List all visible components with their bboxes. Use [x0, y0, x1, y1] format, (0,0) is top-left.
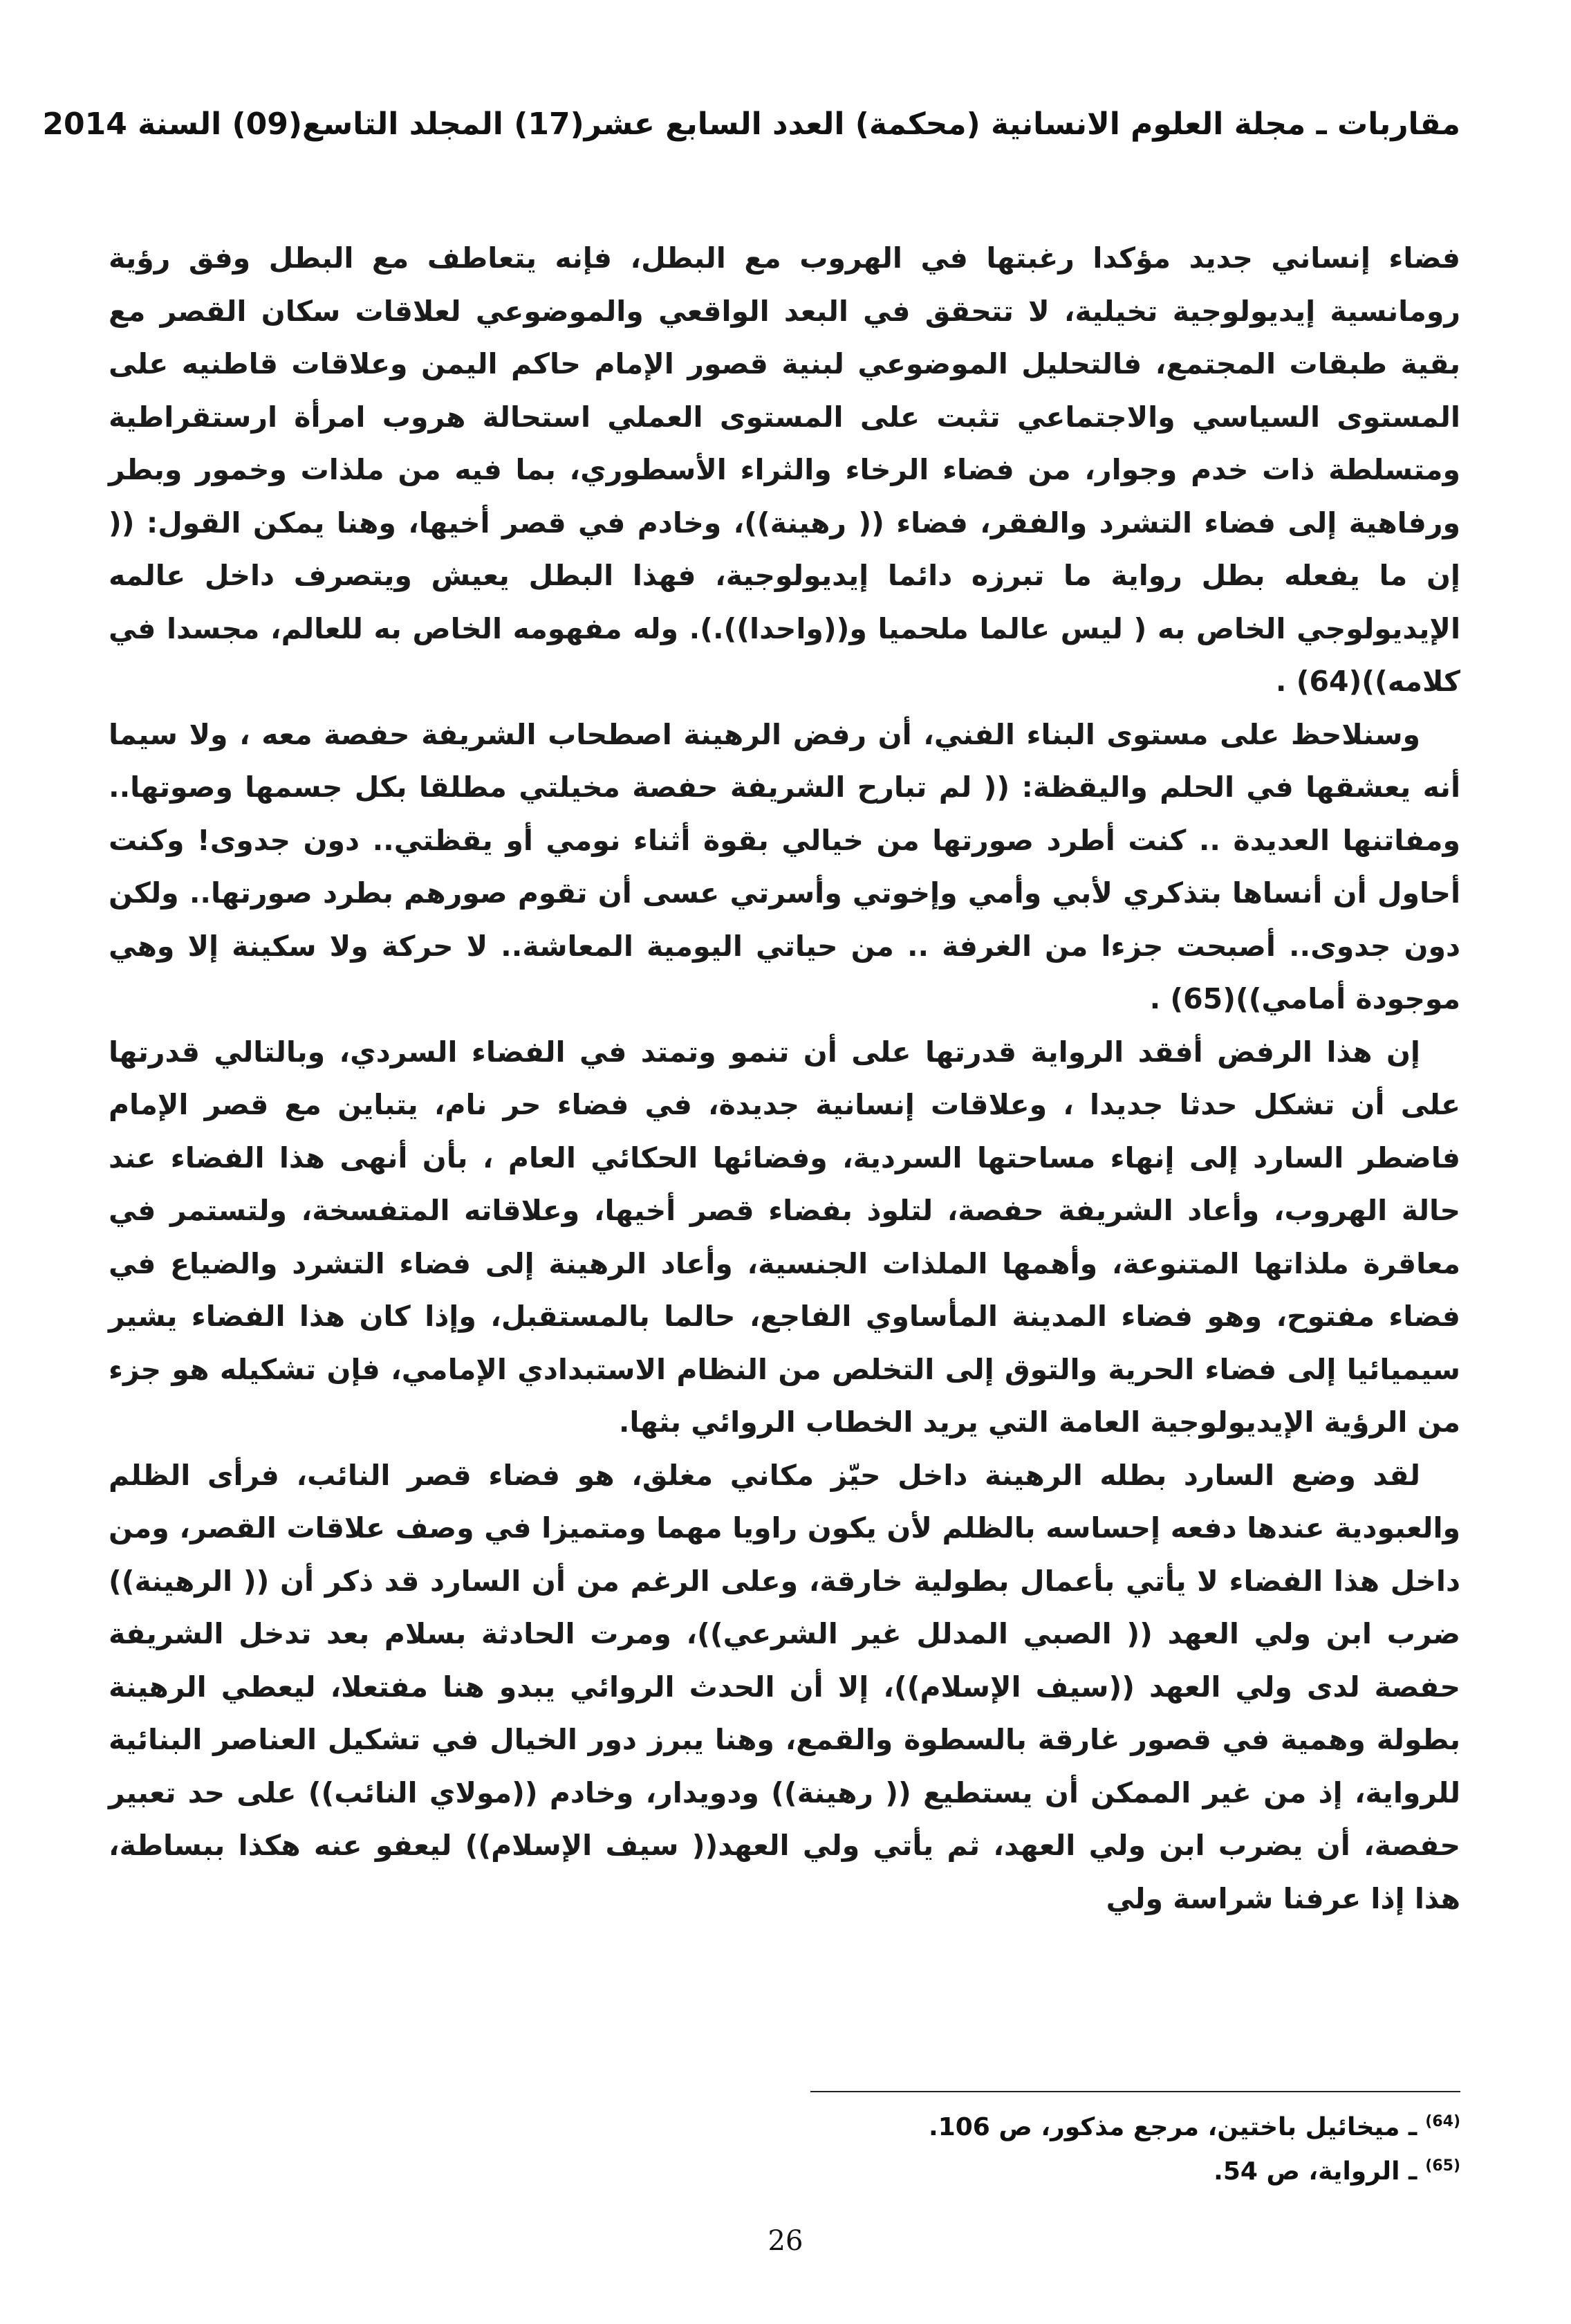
paragraph-4: لقد وضع السارد بطله الرهينة داخل حيّز مكاني مغلق، هو فضاء قصر النائب، فرأى الظلم والعبودية عندها دفعه إحساسه بالظلم لأن يكون راويا مهما ومتميزا في وصف علاقات القصر، ومن داخل هذا الفضاء لا يأتي بأعمال بطولية خارقة، وعلى الرغم من أن السارد قد ذكر أن (( الرهينة)) ضرب ابن ولي العهد (( الصبي المدلل غير الشرعي))، ومرت الحادثة بسلام بعد تدخل الشريفة حفصة لدى ولي العهد ((سيف الإسلام))، إلا أن الحدث الروائي يبدو هنا مفتعلا، ليعطي الرهينة بطولة وهمية في قصور غارقة بالسطوة والقمع، وهنا يبرز دور الخيال في تشكيل العناصر البنائية للرواية، إذ من غير الممكن أن يستطيع (( رهينة)) ودويدار، وخادم ((مولاي النائب)) على حد تعبير حفصة، أن يضرب ابن ولي العهد، ثم يأتي ولي العهد(( سيف الإسلام)) ليعفو عنه هكذا ببساطة، هذا إذا عرفنا شراسة ولي	[109, 1458, 1460, 1915]
footnote-divider	[810, 2091, 1460, 2092]
footnote-65	[631, 2147, 1460, 2191]
paragraph-1: فضاء إنساني جديد مؤكدا رغبتها في الهروب مع البطل، فإنه يتعاطف مع البطل وفق رؤية رومانسية إيديولوجية تخيلية، لا تتحقق في البعد الواقعي والموضوعي لعلاقات سكان القصر مع بقية طبقات المجتمع، فالتحليل الموضوعي لبنية قصور الإمام حاكم اليمن وعلاقات قاطنيه على المستوى السياسي والاجتماعي تثبت على المستوى العملي استحالة هروب امرأة ارستقراطية ومتسلطة ذات خدم وجوار، من فضاء الرخاء والثراء الأسطوري، بما فيه من ملذات وخمور وبطر ورفاهية إلى فضاء التشرد والفقر، فضاء (( رهينة))، وخادم في قصر أخيها، وهنا يمكن القول: (( إن ما يفعله بطل رواية ما تبرزه دائما إيديولوجية، فهذا البطل يعيش ويتصرف داخل عالمه الإيديولوجي الخاص به ( ليس عالما ملحميا و((واحدا)).). وله مفهومه الخاص به للعالم، مجسدا في كلامه))(64) .	[109, 241, 1460, 698]
article-body	[109, 232, 1460, 1925]
footnote-marker: (65)	[1425, 2157, 1460, 2175]
footnote-text: ـ الرواية، ص 54.	[1214, 2157, 1417, 2186]
footnotes	[631, 2103, 1460, 2191]
footnote-64	[631, 2103, 1460, 2147]
paragraph-3: إن هذا الرفض أفقد الرواية قدرتها على أن تنمو وتمتد في الفضاء السردي، وبالتالي قدرتها على أن تشكل حدثا جديدا ، وعلاقات إنسانية جديدة، في فضاء حر نام، يتباين مع قصر الإمام فاضطر السارد إلى إنهاء مساحتها السردية، وفضائها الحكائي العام ، بأن أنهى هذا الفضاء عند حالة الهروب، وأعاد الشريفة حفصة، لتلوذ بفضاء قصر أخيها، وعلاقاته المتفسخة، ولتستمر في معاقرة ملذاتها المتنوعة، وأهمها الملذات الجنسية، وأعاد الرهينة إلى فضاء التشرد والضياع في فضاء مفتوح، وهو فضاء المدينة المأساوي الفاجع، حالما بالمستقبل، وإذا كان هذا الفضاء يشير سيميائيا إلى فضاء الحرية والتوق إلى التخلص من النظام الاستبدادي الإمامي، فإن تشكيله هو جزء من الرؤية الإيديولوجية العامة التي يريد الخطاب الروائي بثها.	[109, 1035, 1460, 1439]
paragraph-2: وسنلاحظ على مستوى البناء الفني، أن رفض الرهينة اصطحاب الشريفة حفصة معه ، ولا سيما أنه يعشقها في الحلم واليقظة: (( لم تبارح الشريفة حفصة مخيلتي مطلقا بكل جسمها وصوتها.. ومفاتنها العديدة .. كنت أطرد صورتها من خيالي بقوة أثناء نومي أو يقظتي.. دون جدوى! وكنت أحاول أن أنساها بتذكري لأبي وأمي وإخوتي وأسرتي عسى أن تقوم صورهم بطرد صورتها.. ولكن دون جدوى.. أصبحت جزءا من الغرفة .. من حياتي اليومية المعاشة.. لا حركة ولا سكينة إلا وهي موجودة أمامي))(65) .	[109, 717, 1460, 1015]
footnote-text: ـ ميخائيل باختين، مرجع مذكور، ص 106.	[929, 2113, 1417, 2141]
page-number: 26	[768, 2225, 803, 2257]
running-header: مقاربات ـ مجلة العلوم الانسانية (محكمة) العدد السابع عشر(17) المجلد التاسع(09) السنة 2014	[42, 107, 1460, 142]
footnote-marker: (64)	[1425, 2113, 1460, 2130]
